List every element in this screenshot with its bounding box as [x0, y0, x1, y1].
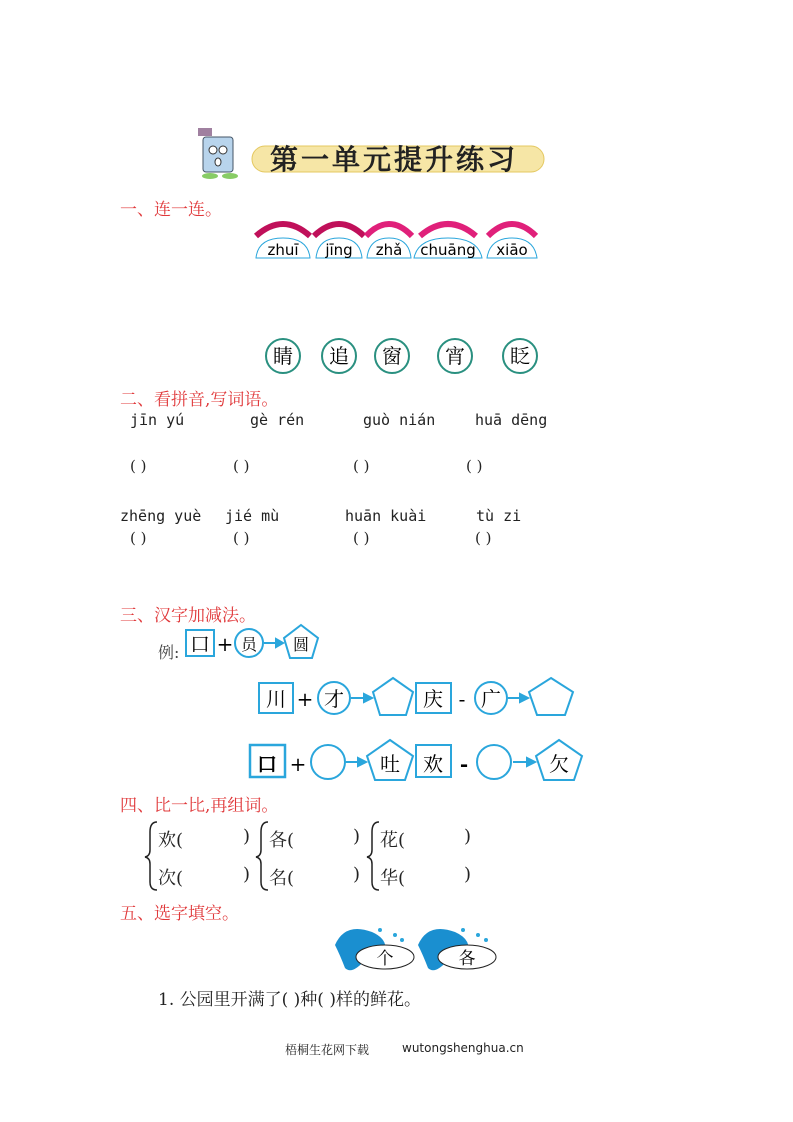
answer-blank[interactable]: ( ) — [130, 529, 147, 547]
word-char: 次( — [158, 868, 184, 889]
close-paren: ) — [243, 864, 251, 885]
pinyin-label: xiāo — [496, 241, 528, 259]
plus-sign: + — [289, 752, 307, 776]
char-option[interactable]: 追 — [329, 344, 349, 368]
option-char[interactable]: 各 — [458, 949, 476, 969]
char-option[interactable]: 睛 — [273, 344, 293, 368]
answer-blank[interactable]: ( ) — [475, 529, 492, 547]
word-char: 花( — [380, 830, 406, 851]
question-1: 1. 公园里开满了( )种( )样的鲜花。 — [158, 990, 421, 1010]
pentagon-char: 欠 — [549, 752, 569, 776]
pinyin-prompt: zhēng yuè — [120, 507, 202, 525]
close-paren: ) — [464, 826, 472, 847]
close-paren: ) — [243, 826, 251, 847]
minus-sign: - — [459, 752, 469, 776]
pinyin-label: chuāng — [420, 241, 476, 259]
pentagon-char: 吐 — [380, 752, 400, 776]
word-char: 欢( — [158, 830, 184, 851]
minus-sign: - — [458, 687, 466, 711]
box-char: 川 — [266, 687, 286, 711]
pinyin-prompt: jié mù — [225, 507, 280, 525]
example-label: 例: — [158, 643, 180, 662]
pinyin-prompt: guò nián — [363, 411, 436, 429]
section-3-heading: 三、汉字加减法。 — [120, 606, 256, 626]
plus-sign: + — [216, 632, 234, 656]
section-5-heading: 五、选字填空。 — [120, 904, 239, 924]
pinyin-label: zhuī — [267, 241, 299, 259]
pinyin-prompt: tù zi — [476, 507, 522, 525]
circle-char: 才 — [324, 687, 344, 711]
pinyin-prompt: jīn yú — [130, 411, 185, 429]
plus-sign: + — [296, 687, 314, 711]
box-char: 口 — [257, 752, 277, 776]
page-title: 第一单元提升练习 — [270, 143, 519, 176]
box-char: 欢 — [423, 752, 443, 776]
word-char: 华( — [380, 868, 406, 889]
answer-blank[interactable]: ( ) — [130, 457, 147, 475]
example-box-char: 口 — [190, 632, 210, 656]
close-paren: ) — [353, 864, 361, 885]
section-4-heading: 四、比一比,再组词。 — [120, 796, 279, 816]
char-option[interactable]: 宵 — [445, 344, 465, 368]
section-2-heading: 二、看拼音,写词语。 — [120, 390, 279, 410]
footer-url[interactable]: wutongshenghua.cn — [402, 1041, 524, 1055]
box-char: 庆 — [423, 687, 443, 711]
answer-blank[interactable]: ( ) — [233, 457, 250, 475]
close-paren: ) — [353, 826, 361, 847]
char-option[interactable]: 眨 — [510, 344, 530, 368]
example-result-char: 圆 — [292, 635, 310, 654]
section-1-heading: 一、连一连。 — [120, 200, 222, 220]
footer-source: 梧桐生花网下载 — [285, 1043, 370, 1057]
option-char[interactable]: 个 — [376, 949, 394, 969]
pinyin-label: jīng — [325, 241, 353, 259]
example-circle-char: 员 — [240, 635, 258, 654]
char-option[interactable]: 窗 — [382, 344, 402, 368]
answer-blank[interactable]: ( ) — [353, 457, 370, 475]
mascot-icon — [198, 128, 238, 179]
pinyin-prompt: gè rén — [250, 411, 305, 429]
word-char: 各( — [269, 830, 295, 851]
circle-char: 广 — [481, 687, 501, 711]
answer-blank[interactable]: ( ) — [353, 529, 370, 547]
pinyin-label: zhǎ — [375, 241, 403, 259]
close-paren: ) — [464, 864, 472, 885]
answer-blank[interactable]: ( ) — [466, 457, 483, 475]
answer-blank[interactable]: ( ) — [233, 529, 250, 547]
pinyin-prompt: huān kuài — [345, 507, 427, 525]
word-char: 名( — [269, 868, 295, 889]
pinyin-prompt: huā dēng — [475, 411, 548, 429]
